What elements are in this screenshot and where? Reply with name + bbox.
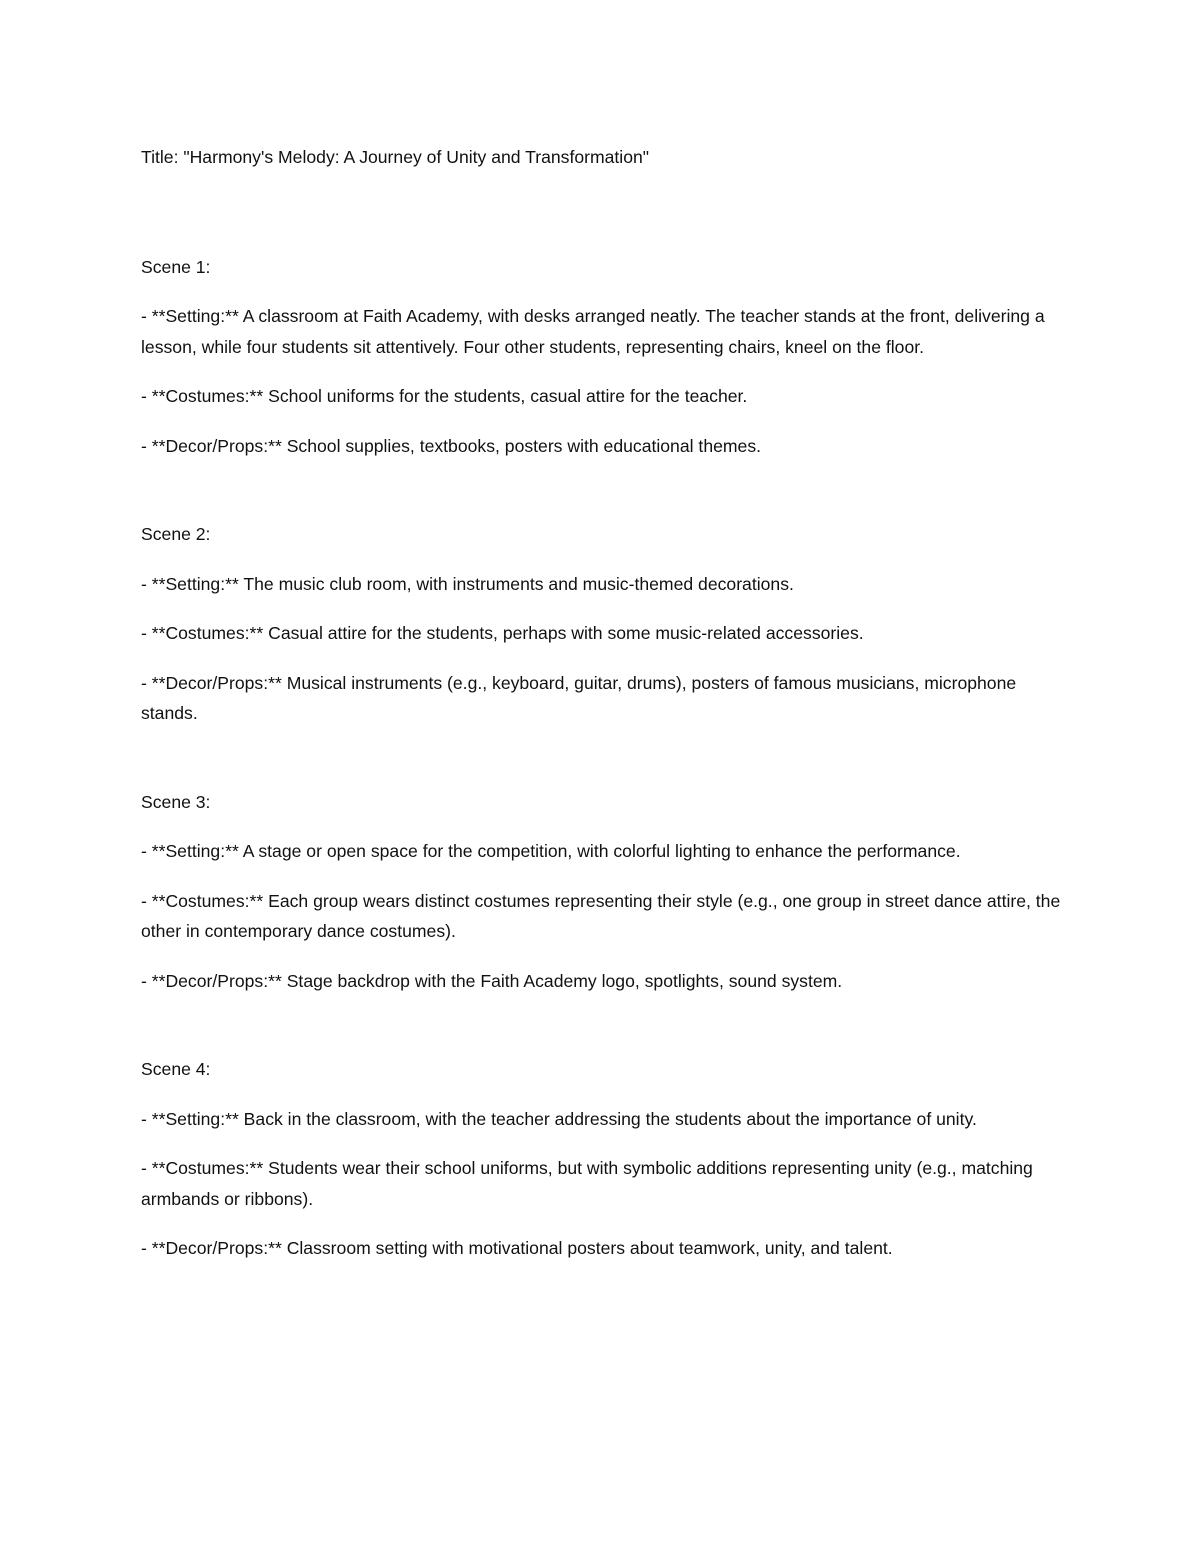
scene-3 bbox=[141, 787, 1061, 997]
scene-item-decor-props: - **Decor/Props:** Classroom setting with motivational posters about teamwork, unity, and talent. bbox=[141, 1238, 893, 1258]
scene-item-costumes: - **Costumes:** Casual attire for the students, perhaps with some music-related accessories. bbox=[141, 623, 864, 643]
scene-item-decor-props: - **Decor/Props:** School supplies, textbooks, posters with educational themes. bbox=[141, 435, 762, 456]
scene-item-costumes: - **Costumes:** Each group wears distinct costumes representing their style (e.g., one group in street dance attire, the other in contemporary dance costumes). bbox=[141, 890, 1061, 941]
scene-item-setting: - **Setting:** Back in the classroom, with the teacher addressing the students about the importance of unity. bbox=[141, 1108, 977, 1129]
scene-2 bbox=[141, 519, 1061, 729]
scene-item-decor-props: - **Decor/Props:** Musical instruments (e.g., keyboard, guitar, drums), posters of famous musicians, microphone stands. bbox=[141, 672, 1017, 723]
scene-item-decor-props: - **Decor/Props:** Stage backdrop with the Faith Academy logo, spotlights, sound system. bbox=[141, 970, 843, 991]
scene-item-costumes: - **Costumes:** Students wear their school uniforms, but with symbolic additions representing unity (e.g., matching armbands or ribbons). bbox=[141, 1158, 1033, 1209]
scene-item-setting: - **Setting:** The music club room, with instruments and music-themed decorations. bbox=[141, 573, 794, 594]
scene-item-setting: - **Setting:** A classroom at Faith Academy, with desks arranged neatly. The teacher stands at the front, delivering a lesson, while four students sit attentively. Four other students, representing chairs, kneel on the floor. bbox=[141, 306, 1045, 357]
document-body bbox=[141, 142, 1061, 1264]
scene-item-setting: - **Setting:** A stage or open space for the competition, with colorful lighting to enhance the performance. bbox=[141, 841, 961, 861]
scene-heading: Scene 2: bbox=[141, 524, 211, 544]
scene-item-costumes: - **Costumes:** School uniforms for the students, casual attire for the teacher. bbox=[141, 386, 748, 406]
document-title: Title: "Harmony's Melody: A Journey of Unity and Transformation" bbox=[141, 147, 650, 167]
scene-heading: Scene 1: bbox=[141, 256, 211, 277]
scene-heading: Scene 3: bbox=[141, 791, 211, 812]
scene-4 bbox=[141, 1054, 1061, 1264]
scene-1 bbox=[141, 252, 1061, 462]
scene-heading: Scene 4: bbox=[141, 1059, 211, 1079]
